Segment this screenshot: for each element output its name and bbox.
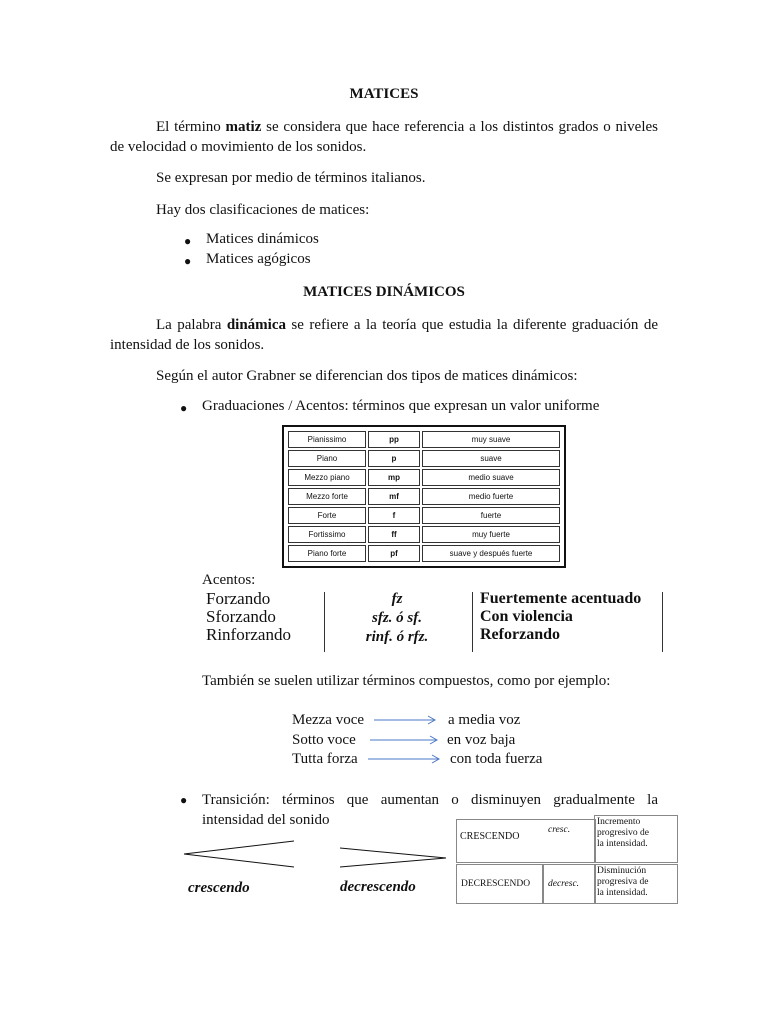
accent-symbol: sfz. ó sf. — [371, 610, 422, 626]
table-row — [288, 507, 560, 524]
bullet-icon: ● — [180, 401, 188, 415]
transition-abbr: decresc. — [548, 879, 580, 889]
transition-desc-line: Incremento — [597, 817, 641, 827]
bullet-icon: ● — [180, 793, 188, 807]
accents-label: Acentos: — [202, 572, 256, 588]
accent-symbol: rinf. ó rfz. — [365, 629, 429, 645]
decrescendo-label: decrescendo — [340, 879, 416, 895]
list-item — [180, 398, 599, 418]
list-item-label: Graduaciones / Acentos: términos que expresan un valor uniforme — [202, 398, 600, 414]
transition-desc — [597, 817, 649, 850]
intro-text-start: El término — [156, 119, 226, 135]
section-text-start: La palabra — [156, 317, 227, 333]
list-item — [292, 711, 592, 731]
dynamic-name: Fortissimo — [288, 526, 366, 543]
divider — [324, 592, 325, 652]
arrow-right-icon — [370, 735, 440, 745]
accent-name: Rinforzando — [206, 625, 291, 644]
list-item — [292, 750, 592, 770]
list-item — [184, 231, 319, 251]
accent-symbol: fz — [391, 591, 403, 607]
compound-meaning: en voz baja — [447, 731, 516, 748]
dynamic-name: Pianissimo — [288, 431, 366, 448]
dynamic-symbol: f — [368, 507, 420, 524]
accent-name: Forzando — [206, 589, 271, 608]
dynamic-name: Piano — [288, 450, 366, 467]
page-title: MATICES — [349, 86, 419, 102]
section-paragraph-2: Según el autor Grabner se diferencian dos tipos de matices dinámicos: — [156, 368, 578, 384]
transition-name: CRESCENDO — [460, 831, 520, 842]
transition-abbr: cresc. — [548, 825, 571, 835]
section-paragraph — [110, 315, 658, 355]
list-item — [292, 731, 592, 751]
transition-desc — [597, 866, 648, 899]
intro-paragraph-2: Se expresan por medio de términos italianos. — [156, 170, 426, 186]
compound-intro: También se suelen utilizar términos compuestos, como por ejemplo: — [202, 673, 611, 689]
intro-paragraph-3: Hay dos clasificaciones de matices: — [156, 202, 370, 218]
crescendo-label: crescendo — [188, 880, 250, 896]
list-item — [184, 251, 311, 271]
dynamic-meaning: muy suave — [422, 431, 560, 448]
accent-meanings — [480, 590, 641, 644]
list-item-label: Transición: términos que aumentan o disminuyen gradualmente la intensidad del sonido — [202, 792, 658, 828]
table-row — [288, 526, 560, 543]
transition-desc-line: progresivo de — [597, 828, 649, 838]
dynamic-meaning: fuerte — [422, 507, 560, 524]
arrow-right-icon — [374, 715, 438, 725]
compound-meaning: con toda fuerza — [450, 751, 543, 767]
accent-meaning: Con violencia — [480, 608, 573, 625]
section-bold-term: dinámica — [226, 317, 286, 333]
intro-text-end: se considera que hace referencia a los distintos grados o niveles de velocidad o movimiento de los sonidos. — [110, 119, 658, 155]
arrow-right-icon — [368, 754, 442, 764]
bullet-icon: ● — [184, 254, 192, 268]
dynamic-name: Piano forte — [288, 545, 366, 562]
dynamic-symbol: pp — [368, 431, 420, 448]
section-text-end: se refiere a la teoría que estudia la diferente graduación de intensidad de los sonidos. — [110, 317, 658, 353]
dynamic-name: Forte — [288, 507, 366, 524]
list-item-label: Matices agógicos — [206, 251, 311, 267]
transition-desc-line: la intensidad. — [597, 888, 648, 898]
dynamic-meaning: suave y después fuerte — [422, 545, 560, 562]
table-row — [288, 488, 560, 505]
list-item-label: Matices dinámicos — [206, 231, 319, 247]
compound-term: Tutta forza — [292, 751, 358, 767]
decrescendo-hairpin-icon — [338, 838, 450, 870]
divider — [472, 592, 473, 652]
accent-name: Sforzando — [206, 607, 276, 626]
table-row — [288, 469, 560, 486]
table-row — [288, 545, 560, 562]
dynamic-symbol: ff — [368, 526, 420, 543]
compound-list — [292, 711, 592, 770]
compound-meaning: a media voz — [448, 712, 521, 728]
accent-symbols — [332, 590, 462, 647]
transition-desc-line: progresiva de — [597, 877, 649, 887]
dynamic-meaning: medio suave — [422, 469, 560, 486]
transition-desc-line: Disminución — [597, 866, 647, 876]
bullet-icon: ● — [184, 234, 192, 248]
accent-names — [206, 590, 291, 644]
accents-table — [202, 590, 664, 654]
dynamic-symbol: p — [368, 450, 420, 467]
table-row — [288, 450, 560, 467]
compound-term: Mezza voce — [292, 712, 365, 728]
dynamic-name: Mezzo forte — [288, 488, 366, 505]
section-title: MATICES DINÁMICOS — [303, 284, 465, 300]
dynamic-name: Mezzo piano — [288, 469, 366, 486]
divider — [662, 592, 663, 652]
intro-paragraph — [110, 117, 658, 157]
transition-name: DECRESCENDO — [461, 879, 531, 889]
dynamic-symbol: mf — [368, 488, 420, 505]
transition-desc-line: la intensidad. — [597, 839, 648, 849]
accent-meaning: Reforzando — [480, 626, 560, 643]
dynamic-symbol: mp — [368, 469, 420, 486]
dynamic-meaning: suave — [422, 450, 560, 467]
compound-term: Sotto voce — [292, 731, 356, 748]
dynamics-table — [282, 425, 566, 568]
dynamic-meaning: muy fuerte — [422, 526, 560, 543]
intro-bold-term: matiz — [225, 119, 262, 135]
crescendo-hairpin-icon — [182, 838, 298, 870]
accent-meaning: Fuertemente acentuado — [480, 590, 642, 607]
dynamic-meaning: medio fuerte — [422, 488, 560, 505]
table-row — [288, 431, 560, 448]
dynamic-symbol: pf — [368, 545, 420, 562]
